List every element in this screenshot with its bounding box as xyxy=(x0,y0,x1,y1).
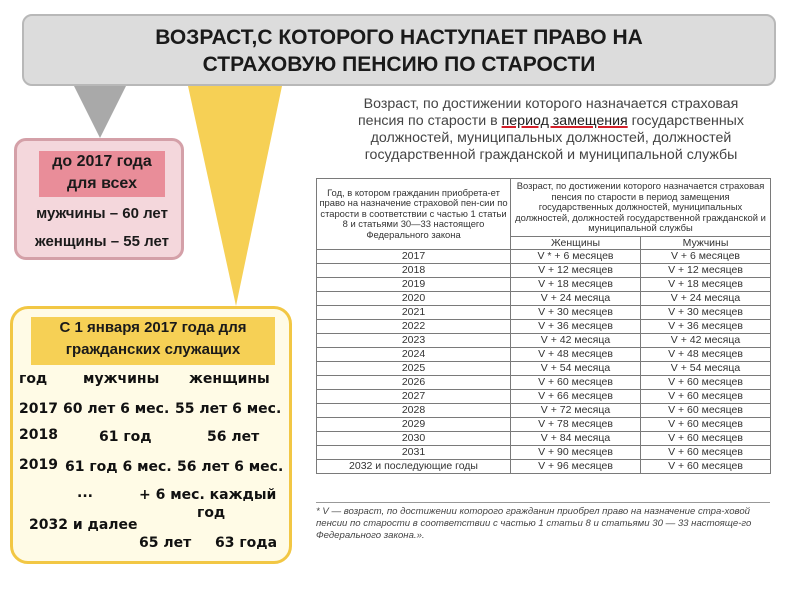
table-cell-men: V + 48 месяцев xyxy=(641,347,771,361)
intro-line2 xyxy=(316,113,786,130)
col-year-label: год xyxy=(19,371,48,387)
table-row xyxy=(317,249,771,263)
gray-pointer xyxy=(74,86,126,138)
table-cell-women: V + 72 месяца xyxy=(511,403,641,417)
yellow-pointer xyxy=(188,86,282,306)
table-cell-year: 2017 xyxy=(317,249,511,263)
table-row xyxy=(317,403,771,417)
from-2017-title xyxy=(31,317,275,365)
table-cell-year: 2027 xyxy=(317,389,511,403)
row-2017-women: 55 лет 6 мес. xyxy=(175,401,282,417)
row-2019-year: 2019 xyxy=(19,457,58,473)
table-cell-women: V + 96 месяцев xyxy=(511,459,641,473)
table-row xyxy=(317,291,771,305)
table-cell-women: V + 84 месяца xyxy=(511,431,641,445)
table-cell-year: 2028 xyxy=(317,403,511,417)
table-cell-men: V + 42 месяца xyxy=(641,333,771,347)
table-cell-men: V + 6 месяцев xyxy=(641,249,771,263)
table-cell-men: V + 60 месяцев xyxy=(641,375,771,389)
table-row xyxy=(317,445,771,459)
table-cell-women: V + 90 месяцев xyxy=(511,445,641,459)
table-cell-men: V + 60 месяцев xyxy=(641,403,771,417)
table-cell-men: V + 30 месяцев xyxy=(641,305,771,319)
table-row xyxy=(317,361,771,375)
table-body xyxy=(317,249,771,473)
table-cell-year: 2020 xyxy=(317,291,511,305)
table-cell-women: V + 54 месяца xyxy=(511,361,641,375)
intro-line3: должностей, муниципальных должностей, должностей xyxy=(370,130,732,146)
row-2018-year: 2018 xyxy=(19,427,58,443)
intro-line4: государственной гражданской и муниципальной службы xyxy=(364,147,738,163)
table-cell-women: V + 60 месяцев xyxy=(511,375,641,389)
row-2018-women: 56 лет xyxy=(207,429,260,445)
table-row xyxy=(317,431,771,445)
from-2017-box xyxy=(10,306,292,564)
table-cell-men: V + 24 месяца xyxy=(641,291,771,305)
table-cell-year: 2029 xyxy=(317,417,511,431)
intro-line1: Возраст, по достижении которого назначается страховая xyxy=(363,96,739,112)
table-cell-men: V + 54 месяца xyxy=(641,361,771,375)
table-cell-men: V + 60 месяцев xyxy=(641,431,771,445)
table-cell-women: V + 18 месяцев xyxy=(511,277,641,291)
table-cell-men: V + 18 месяцев xyxy=(641,277,771,291)
table-header-year: Год, в котором гражданин приобрета-ет право на назначение страховой пен-сии по старости в соответствии с частью 1 статьи 8 и статьями 30—33 настоящего Федерального закона xyxy=(317,179,511,250)
table-cell-men: V + 60 месяцев xyxy=(641,389,771,403)
table-cell-men: V + 60 месяцев xyxy=(641,459,771,473)
table-cell-year: 2026 xyxy=(317,375,511,389)
before-2017-title-line2: для всех xyxy=(66,175,138,192)
intro-line2-before: пенсия по старости в xyxy=(358,113,502,129)
table-cell-men: V + 60 месяцев xyxy=(641,445,771,459)
table-row xyxy=(317,277,771,291)
table-cell-women: V + 36 месяцев xyxy=(511,319,641,333)
table-cell-men: V + 12 месяцев xyxy=(641,263,771,277)
before-2017-title-line1: до 2017 года xyxy=(52,153,152,170)
table-cell-year: 2018 xyxy=(317,263,511,277)
before-2017-box xyxy=(14,138,184,260)
table-cell-year: 2031 xyxy=(317,445,511,459)
table-cell-year: 2025 xyxy=(317,361,511,375)
from-2017-title-line1: С 1 января 2017 года для xyxy=(59,319,247,336)
table-cell-year: 2024 xyxy=(317,347,511,361)
table-row xyxy=(317,417,771,431)
intro-line2-after: государственных xyxy=(627,113,744,129)
table-cell-women: V + 12 месяцев xyxy=(511,263,641,277)
table-row xyxy=(317,333,771,347)
final-year: 2032 и далее xyxy=(29,517,138,533)
table-cell-women: V + 48 месяцев xyxy=(511,347,641,361)
men-age-before-2017: мужчины – 60 лет xyxy=(36,205,168,222)
table-row xyxy=(317,305,771,319)
table-row xyxy=(317,459,771,473)
table-cell-year: 2030 xyxy=(317,431,511,445)
table-row xyxy=(317,389,771,403)
table-cell-year: 2021 xyxy=(317,305,511,319)
table-header-age: Возраст, по достижении которого назначается страховая пенсия по старости в период замещения государственных должностей, муниципальных должностей, должностей государственной гражданской и муниципальной службы xyxy=(511,179,771,237)
table-cell-women: V + 30 месяцев xyxy=(511,305,641,319)
table-footnote: * V — возраст, по достижении которого гражданин приобрел право на назначение стра-ховой пенсии по старости в соответствии с частью 1 статьи 8 и статьями 30 — 33 настояще-го Федерального закона.». xyxy=(316,502,770,542)
table-intro-text xyxy=(316,96,786,164)
table-cell-year: 2022 xyxy=(317,319,511,333)
row-2017-men: 60 лет 6 мес. xyxy=(63,401,170,417)
row-2018-men: 61 год xyxy=(99,429,152,445)
page-title-banner xyxy=(22,14,776,86)
table-row xyxy=(317,263,771,277)
table-cell-year: 2032 и последующие годы xyxy=(317,459,511,473)
table-header-men: Мужчины xyxy=(641,236,771,249)
table-header-women: Женщины xyxy=(511,236,641,249)
table-cell-men: V + 36 месяцев xyxy=(641,319,771,333)
row-2019-women: 56 лет 6 мес. xyxy=(177,459,284,475)
each-year-increment-line1: + 6 мес. каждый xyxy=(139,487,277,503)
page-title-line2: СТРАХОВУЮ ПЕНСИЮ ПО СТАРОСТИ xyxy=(202,53,596,76)
row-2019-men: 61 год 6 мес. xyxy=(65,459,172,475)
table-cell-women: V + 78 месяцев xyxy=(511,417,641,431)
ellipsis: ... xyxy=(77,485,93,501)
from-2017-title-line2: гражданских служащих xyxy=(65,341,241,358)
col-men-label: мужчины xyxy=(83,371,160,387)
intro-highlight: период замещения xyxy=(501,113,628,129)
col-women-label: женщины xyxy=(189,371,270,387)
women-age-before-2017: женщины – 55 лет xyxy=(35,233,169,250)
pension-age-table xyxy=(316,178,771,474)
final-women-age: 63 года xyxy=(215,535,278,551)
table-row xyxy=(317,375,771,389)
row-2017-year: 2017 xyxy=(19,401,58,417)
table-cell-women: V + 42 месяца xyxy=(511,333,641,347)
table-row xyxy=(317,319,771,333)
page-title-line1: ВОЗРАСТ,С КОТОРОГО НАСТУПАЕТ ПРАВО НА xyxy=(155,26,643,49)
table-cell-women: V + 66 месяцев xyxy=(511,389,641,403)
table-cell-men: V + 60 месяцев xyxy=(641,417,771,431)
final-men-age: 65 лет xyxy=(139,535,192,551)
before-2017-title xyxy=(39,151,165,197)
table-cell-year: 2019 xyxy=(317,277,511,291)
each-year-increment-line2: год xyxy=(197,505,226,521)
table-cell-women: V + 24 месяца xyxy=(511,291,641,305)
table-cell-women: V * + 6 месяцев xyxy=(511,249,641,263)
table-cell-year: 2023 xyxy=(317,333,511,347)
table-row xyxy=(317,347,771,361)
